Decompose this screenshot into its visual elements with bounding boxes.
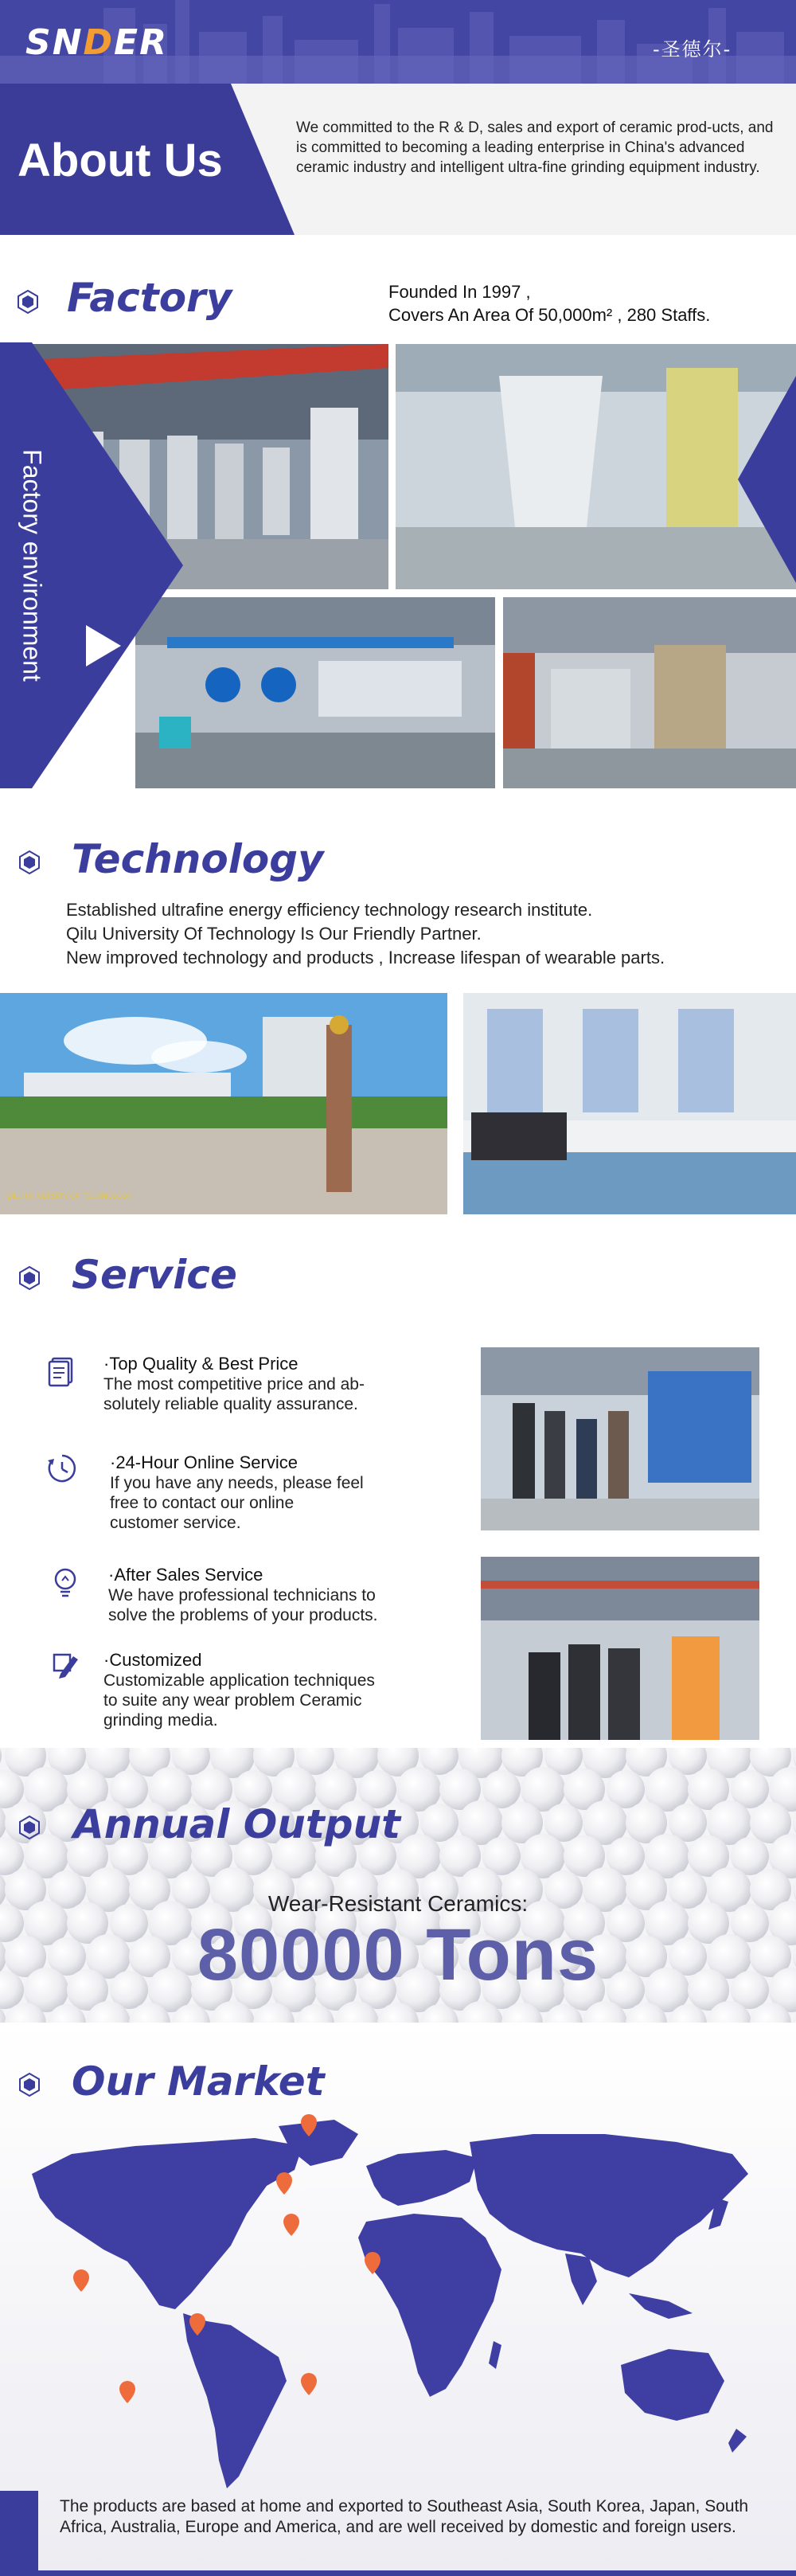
market-accent-strip [0,2491,38,2576]
service-item-body: grinding media. [103,1711,218,1730]
university-campus-photo [0,993,447,1214]
factory-photo-hall [503,597,796,788]
map-madagascar [489,2341,501,2369]
technology-title: Technology [72,836,324,882]
technology-line: Qilu University Of Technology Is Our Friendly Partner. [66,924,482,944]
service-item-body: The most competitive price and ab- [103,1375,365,1394]
play-icon[interactable] [86,625,121,666]
map-southeast-asia [629,2293,693,2319]
map-india [565,2254,597,2305]
hexagon-bullet-icon [18,1266,41,1290]
map-pin-icon [276,2172,292,2195]
service-item-body: Customizable application techniques [103,1671,375,1690]
world-map [16,2110,780,2492]
document-icon [46,1355,78,1387]
service-item-body: customer service. [110,1514,241,1532]
service-item-body: to suite any wear problem Ceramic [103,1691,362,1710]
clock-icon [46,1452,78,1484]
pencil-icon [49,1650,81,1682]
market-title: Our Market [72,2058,325,2105]
service-item-title: ·Top Quality & Best Price [103,1354,298,1374]
map-pin-icon [73,2269,89,2292]
map-north-america [32,2138,302,2309]
factory-title: Factory [67,275,232,321]
header-banner [0,0,796,84]
university-photo-caption: QILU UNIVERSITY OF TECHNOLOGY [6,1192,132,1200]
factory-note-line1: Founded In 1997 , [388,282,531,302]
service-item-online [110,1452,460,1533]
hexagon-bullet-icon [18,1816,41,1839]
brand-chinese-name: -圣德尔- [653,38,732,61]
map-pin-icon [301,2373,317,2395]
map-south-america [183,2313,287,2488]
factory-note-line2: Covers An Area Of 50,000m² , 280 Staffs. [388,305,711,325]
technology-line: Established ultrafine energy efficiency technology research institute. [66,900,593,920]
factory-environment-label: Factory environment [18,449,47,682]
market-accent-line [38,2570,796,2576]
logo-text-main: SN [25,22,84,63]
map-africa [358,2214,501,2397]
output-value: 80000 Tons [197,1914,599,1996]
hexagon-bullet-icon [16,290,40,314]
service-item-quality [103,1354,454,1414]
logo-text-tail: ER [114,22,168,63]
map-australia [621,2349,724,2421]
about-title: About Us [18,135,223,186]
technology-line: New improved technology and products , Increase lifespan of wearable parts. [66,948,665,967]
factory-note [388,280,710,326]
service-item-body: We have professional technicians to [108,1586,376,1605]
service-item-body: solutely reliable quality assurance. [103,1395,358,1413]
hexagon-bullet-icon [18,2073,41,2097]
visitors-photo-1 [481,1347,759,1530]
annual-output-title: Annual Output [73,1801,401,1847]
market-description: The products are based at home and exported to Southeast Asia, South Korea, Japan, South Africa, Australia, Europe and America, and are well received by domestic and foreign users. [60,2497,749,2536]
map-pin-icon [119,2381,135,2403]
service-item-title: ·Customized [103,1650,202,1670]
service-title: Service [72,1252,237,1298]
service-item-customized [103,1650,462,1730]
factory-photo-production-line [135,597,495,788]
service-item-title: ·24-Hour Online Service [110,1452,298,1472]
service-item-after-sales [108,1565,458,1625]
map-europe [366,2150,478,2206]
map-asia [470,2134,748,2277]
laboratory-photo [463,993,796,1214]
technology-description [66,898,665,970]
logo-text-accent: D [83,22,115,63]
company-logo[interactable] [25,22,168,63]
hexagon-bullet-icon [18,850,41,874]
service-item-body: free to contact our online [110,1494,295,1512]
map-new-zealand [728,2429,747,2453]
map-pin-icon [283,2214,299,2236]
factory-photo-silos [396,344,796,589]
service-item-body: If you have any needs, please feel [110,1474,364,1492]
about-description: We committed to the R & D, sales and export of ceramic prod-ucts, and is committed to becoming a leading enterprise in China's advanced ceramic industry and intelligent ultra-fine grinding equipment industry. [296,119,774,176]
output-label: Wear-Resistant Ceramics: [267,1891,529,1916]
lightbulb-icon [49,1566,81,1598]
service-item-title: ·After Sales Service [108,1565,263,1585]
service-item-body: solve the problems of your products. [108,1606,378,1624]
visitors-photo-2 [481,1557,759,1740]
